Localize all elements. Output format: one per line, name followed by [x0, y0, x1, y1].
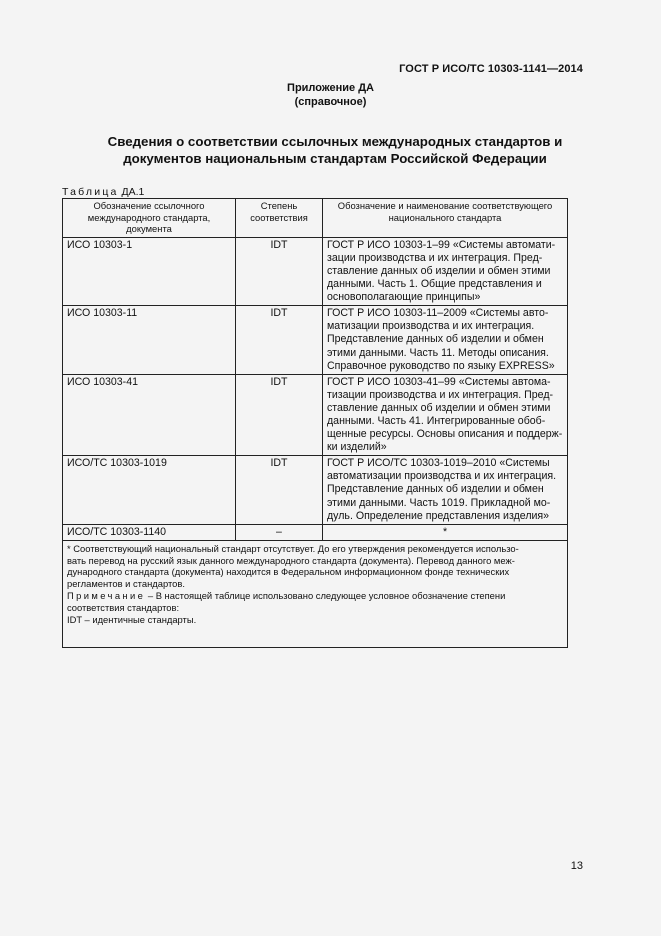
- note-word: Примечание: [67, 590, 146, 602]
- cell-reference: ИСО/ТС 10303-1140: [63, 524, 236, 540]
- national-line: этими данными. Часть 11. Методы описания.: [327, 346, 549, 359]
- national-line: ставление данных об изделии и обмен этими: [327, 401, 551, 414]
- national-line: ГОСТ Р ИСО 10303-41–99 «Системы автома-: [327, 375, 551, 388]
- national-line: Представление данных об изделии и обмен: [327, 333, 544, 346]
- page-number: 13: [570, 860, 583, 872]
- note-line-3: IDT – идентичные стандарты.: [67, 613, 197, 625]
- footnote-line: вать перевод на русский язык данного международного стандарта (документа). Перевод данного меж-: [67, 554, 515, 566]
- cell-degree: IDT: [236, 374, 323, 456]
- cell-reference: ИСО 10303-11: [63, 306, 236, 374]
- national-line: данными. Часть 1. Общие представления и: [327, 278, 542, 291]
- cell-degree: –: [236, 524, 323, 540]
- table-row: [63, 237, 568, 305]
- national-line: дуль. Определение представления изделия»: [327, 509, 550, 522]
- footnote-line: регламентов и стандартов.: [67, 578, 185, 590]
- national-line: автоматизации производства и их интеграция.: [327, 470, 557, 483]
- correspondence-table: [62, 198, 568, 648]
- appendix-title: Приложение ДА: [287, 82, 374, 94]
- table-header-row: [63, 199, 568, 238]
- cell-degree: IDT: [236, 237, 323, 305]
- table-notes-row: [63, 540, 568, 648]
- table-row: [63, 306, 568, 374]
- document-code: ГОСТ Р ИСО/ТС 10303-1141—2014: [399, 63, 583, 75]
- note-text: – В настоящей таблице использовано следующее условное обозначение степени: [145, 590, 506, 602]
- national-line: ставление данных об изделии и обмен этими: [327, 264, 551, 277]
- cell-reference: ИСО/ТС 10303-1019: [63, 456, 236, 524]
- note-line: [67, 590, 563, 602]
- cell-national: [323, 306, 568, 374]
- table-label-word: Таблица: [62, 186, 119, 198]
- table-notes: [63, 540, 568, 648]
- national-line: основополагающие принципы»: [327, 291, 481, 304]
- national-line: ГОСТ Р ИСО/ТС 10303-1019–2010 «Системы: [327, 457, 550, 470]
- section-heading: [70, 133, 600, 167]
- cell-national: [323, 374, 568, 456]
- table-row: [63, 374, 568, 456]
- table-label: [62, 186, 144, 198]
- national-line: матизации производства и их интеграция.: [327, 320, 535, 333]
- note-line-2: соответствия стандартов:: [67, 601, 180, 613]
- footnote-line: дународного стандарта (документа) находится в Федеральном информационном фонде технических: [67, 566, 510, 578]
- section-heading-line-2: документов национальным стандартам Российской Федерации: [123, 151, 547, 166]
- cell-degree: IDT: [236, 306, 323, 374]
- header-reference: Обозначение ссылочного международного стандарта, документа: [63, 199, 236, 238]
- footnote-line: * Соответствующий национальный стандарт отсутствует. До его утверждения рекомендуется использо-: [67, 542, 519, 554]
- cell-national: [323, 237, 568, 305]
- header-degree: Степень соответствия: [236, 199, 323, 238]
- national-line: данными. Часть 41. Интегрированные обоб-: [327, 415, 546, 427]
- table-row: [63, 456, 568, 524]
- national-line: Представление данных об изделии и обмен: [327, 483, 544, 496]
- table-label-id: ДА.1: [121, 186, 145, 198]
- appendix-subtitle: (справочное): [294, 96, 367, 108]
- national-line: ки изделий»: [327, 441, 387, 454]
- national-line: Справочное руководство по языку EXPRESS»: [327, 359, 555, 372]
- national-line: тизации производства и их интеграция. Пред-: [327, 388, 554, 401]
- header-national: Обозначение и наименование соответствующего национального стандарта: [323, 199, 568, 238]
- cell-national: [323, 456, 568, 524]
- table-row: [63, 524, 568, 540]
- national-line: ГОСТ Р ИСО 10303-11–2009 «Системы авто-: [327, 307, 549, 320]
- cell-degree: IDT: [236, 456, 323, 524]
- cell-national: *: [323, 524, 568, 540]
- national-line: щенные ресурсы. Основы описания и поддерж-: [327, 428, 563, 441]
- national-line: ГОСТ Р ИСО 10303-1–99 «Системы автомати-: [327, 238, 556, 251]
- cell-reference: ИСО 10303-41: [63, 374, 236, 456]
- section-heading-line-1: Сведения о соответствии ссылочных международных стандартов и: [107, 134, 563, 149]
- national-line: зации производства и их интеграция. Пред-: [327, 251, 543, 264]
- national-line: этими данными. Часть 1019. Прикладной мо-: [327, 496, 551, 509]
- cell-reference: ИСО 10303-1: [63, 237, 236, 305]
